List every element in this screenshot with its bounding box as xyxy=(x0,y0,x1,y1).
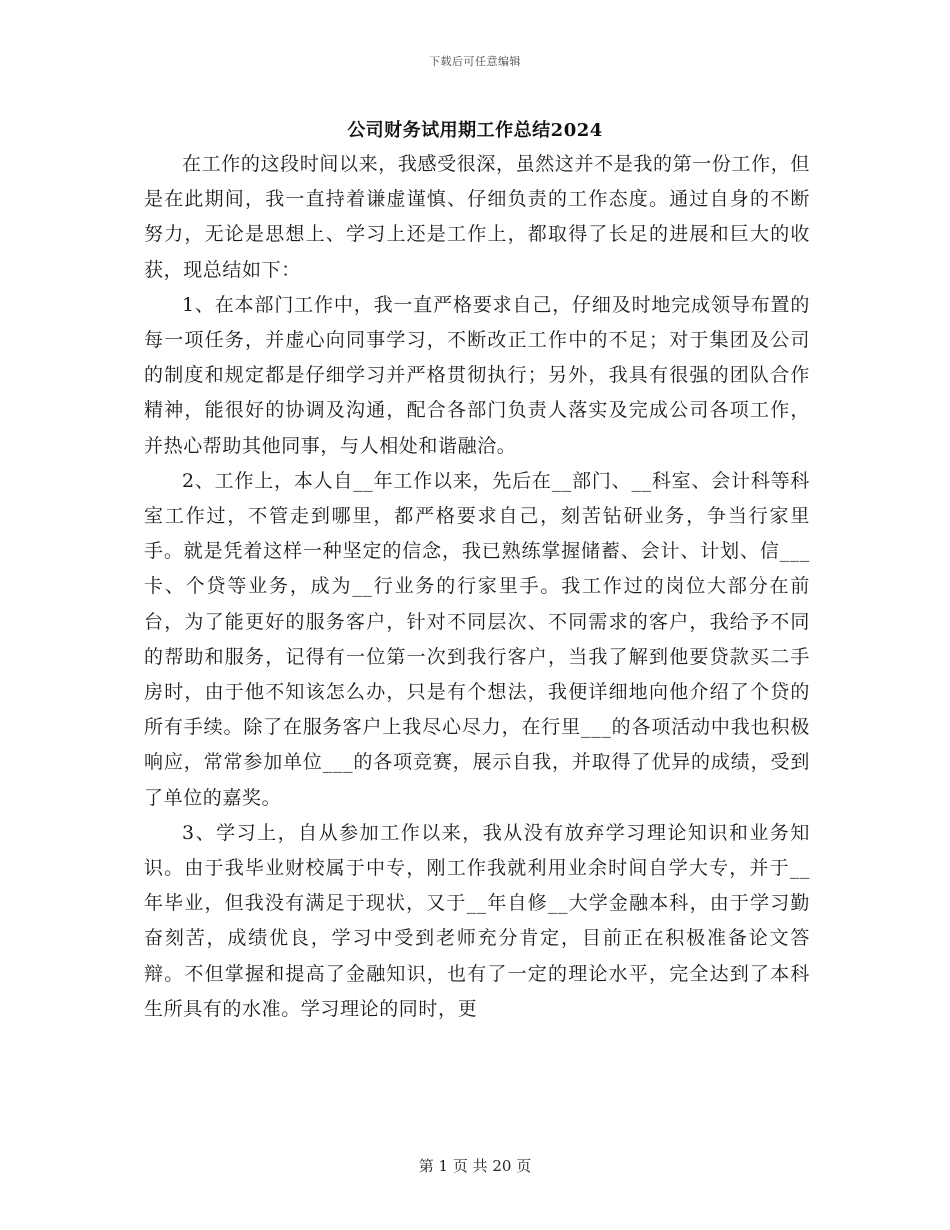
page-number: 第 1 页 共 20 页 xyxy=(418,1157,532,1175)
paragraph-item-3: 3、学习上，自从参加工作以来，我从没有放弃学习理论知识和业务知识。由于我毕业财校属于中专，刚工作我就利用业余时间自学大专，并于__年毕业，但我没有满足于现状，又于__年自修__大学金融本科，由于学习勤奋刻苦，成绩优良，学习中受到老师充分肯定，目前正在积极准备论文答辩。不但掌握和提高了金融知识，也有了一定的理论水平，完全达到了本科生所具有的水准。学习理论的同时，更 xyxy=(144,821,810,1020)
header-note: 下载后可任意编辑 xyxy=(429,55,521,68)
document-body xyxy=(144,147,810,1027)
paragraph-intro: 在工作的这段时间以来，我感受很深，虽然这并不是我的第一份工作，但是在此期间，我一直持着谦虚谨慎、仔细负责的工作态度。通过自身的不断努力，无论是思想上、学习上还是工作上，都取得了长足的进展和巨大的收获，现总结如下： xyxy=(144,153,810,281)
document-title: 公司财务试用期工作总结2024 xyxy=(347,120,603,141)
paragraph-item-1: 1、在本部门工作中，我一直严格要求自己，仔细及时地完成领导布置的每一项任务，并虚心向同事学习，不断改正工作中的不足；对于集团及公司的制度和规定都是仔细学习并严格贯彻执行；另外，我具有很强的团队合作精神，能很好的协调及沟通，配合各部门负责人落实及完成公司各项工作，并热心帮助其他同事，与人相处和谐融洽。 xyxy=(144,293,810,457)
paragraph-item-2: 2、工作上，本人自__年工作以来，先后在__部门、__科室、会计科等科室工作过，不管走到哪里，都严格要求自己，刻苦钻研业务，争当行家里手。就是凭着这样一种坚定的信念，我已熟练掌握储蓄、会计、计划、信___卡、个贷等业务，成为__行业务的行家里手。我工作过的岗位大部分在前台，为了能更好的服务客户，针对不同层次、不同需求的客户，我给予不同的帮助和服务，记得有一位第一次到我行客户，当我了解到他要贷款买二手房时，由于他不知该怎么办，只是有个想法，我便详细地向他介绍了个贷的所有手续。除了在服务客户上我尽心尽力，在行里___的各项活动中我也积极响应，常常参加单位___的各项竞赛，展示自我，并取得了优异的成绩，受到了单位的嘉奖。 xyxy=(144,469,810,809)
